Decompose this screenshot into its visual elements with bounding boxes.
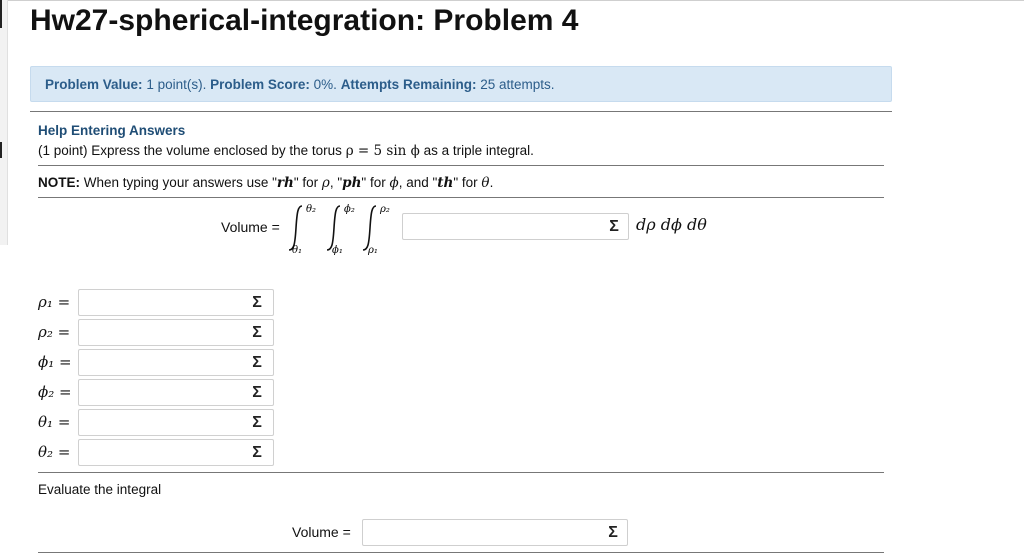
note-phi: ϕ — [389, 175, 399, 191]
phi-upper-limit: ϕ₂ — [344, 204, 355, 215]
note-part: " for — [293, 175, 319, 190]
divider — [30, 111, 892, 112]
problem-statement — [38, 143, 534, 159]
limit-row-rho2 — [38, 319, 278, 347]
problem-value-label: Problem Value: — [45, 77, 143, 92]
equation-editor-icon[interactable]: Σ — [252, 324, 262, 341]
page-title: Hw27-spherical-integration: Problem 4 — [30, 4, 579, 37]
limit-label — [38, 353, 72, 371]
problem-score-label: Problem Score: — [210, 77, 310, 92]
note-part: " for — [361, 175, 386, 190]
limit-symbol: θ₂ — [38, 443, 54, 461]
integrand-input[interactable] — [402, 213, 629, 240]
limit-equals: = — [57, 293, 71, 311]
divider — [38, 552, 884, 553]
help-entering-answers-link[interactable]: Help Entering Answers — [38, 123, 186, 138]
divider — [38, 165, 884, 166]
limit-equals: = — [59, 353, 72, 371]
divider — [38, 197, 884, 198]
limit-symbol: ρ₂ — [38, 323, 53, 341]
rho-lower-limit: ρ₁ — [368, 245, 378, 256]
statement-math: ρ = 5 sin ϕ — [345, 143, 420, 159]
limit-equals: = — [57, 443, 71, 461]
volume-result-label: Volume = — [292, 524, 351, 540]
limit-label — [38, 413, 70, 431]
volume-result-input[interactable] — [362, 519, 628, 546]
limit-row-theta1 — [38, 409, 278, 437]
note-theta: θ — [481, 175, 490, 191]
note-th: th — [437, 175, 454, 191]
statement-text-post: as a triple integral. — [423, 143, 534, 158]
note-rho: ρ — [321, 175, 330, 191]
rho-upper-limit: ρ₂ — [380, 204, 390, 215]
attempts-remaining: 25 attempts. — [480, 77, 555, 92]
rho1-input[interactable] — [78, 289, 274, 316]
problem-info-box — [30, 66, 892, 102]
limit-equals: = — [59, 383, 72, 401]
limit-row-theta2 — [38, 439, 278, 467]
limit-label — [38, 383, 72, 401]
note-part: , and " — [398, 175, 438, 190]
rho2-input[interactable] — [78, 319, 274, 346]
top-border — [0, 0, 1024, 1]
note-part: When typing your answers use " — [83, 175, 277, 190]
limit-row-phi1 — [38, 349, 278, 377]
limit-label — [38, 293, 70, 311]
divider — [38, 472, 884, 473]
limit-symbol: ρ₁ — [38, 293, 53, 311]
theta-lower-limit: θ₁ — [292, 245, 303, 256]
problem-info-text — [45, 77, 555, 92]
note-part: , " — [329, 175, 343, 190]
limit-equals: = — [57, 413, 71, 431]
limit-label — [38, 323, 70, 341]
limit-symbol: ϕ₁ — [38, 353, 55, 371]
equation-editor-icon[interactable]: Σ — [252, 354, 262, 371]
integral-sign — [327, 206, 340, 250]
note-text — [38, 175, 493, 191]
theta-upper-limit: θ₂ — [306, 204, 317, 215]
integral-sign — [363, 206, 376, 250]
equation-editor-icon[interactable]: Σ — [252, 294, 262, 311]
differentials: dρ dϕ dθ — [636, 215, 707, 234]
limit-equals: = — [57, 323, 71, 341]
phi1-input[interactable] — [78, 349, 274, 376]
phi2-input[interactable] — [78, 379, 274, 406]
note-rh: rh — [276, 175, 294, 191]
limit-row-phi2 — [38, 379, 278, 407]
limit-label — [38, 443, 70, 461]
note-part: " for — [453, 175, 478, 190]
volume-label: Volume = — [221, 219, 280, 235]
equation-editor-icon[interactable]: Σ — [252, 384, 262, 401]
triple-integral-sign — [286, 200, 396, 256]
limit-symbol: θ₁ — [38, 413, 54, 431]
equation-editor-icon[interactable]: Σ — [252, 444, 262, 461]
left-edge-marker — [0, 0, 2, 28]
problem-value: 1 point(s). — [146, 77, 207, 92]
attempts-remaining-label: Attempts Remaining: — [340, 77, 477, 92]
note-ph: ph — [342, 175, 362, 191]
equation-editor-icon[interactable]: Σ — [609, 218, 619, 235]
phi-lower-limit: ϕ₁ — [332, 245, 343, 256]
equation-editor-icon[interactable]: Σ — [252, 414, 262, 431]
theta1-input[interactable] — [78, 409, 274, 436]
left-edge-marker — [0, 142, 2, 158]
problem-score: 0%. — [313, 77, 337, 92]
integral-sign — [289, 206, 302, 250]
limit-symbol: ϕ₂ — [38, 383, 55, 401]
statement-text-pre: (1 point) Express the volume enclosed by the torus — [38, 143, 342, 158]
theta2-input[interactable] — [78, 439, 274, 466]
evaluate-label: Evaluate the integral — [38, 482, 162, 497]
equation-editor-icon[interactable]: Σ — [608, 524, 618, 541]
note-part: . — [489, 175, 494, 190]
limit-row-rho1 — [38, 289, 278, 317]
left-edge-panel — [0, 0, 8, 245]
note-label: NOTE: — [38, 175, 80, 190]
